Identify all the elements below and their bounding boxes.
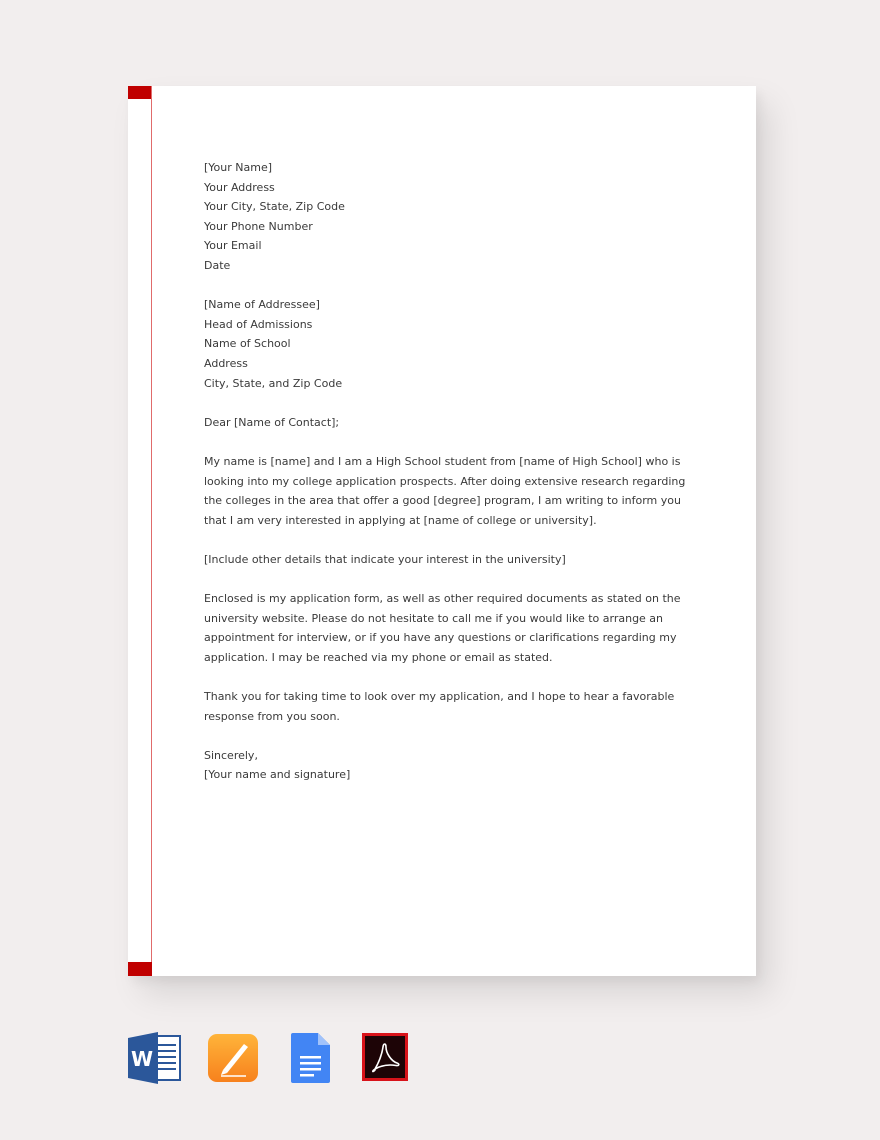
recipient-title: Head of Admissions bbox=[204, 317, 313, 331]
pages-icon[interactable] bbox=[208, 1032, 260, 1088]
signature: [Your name and signature] bbox=[204, 768, 351, 782]
paragraph-enclosed: Enclosed is my application form, as well as other required documents as stated on the university website. Please do not hesitate to call me if you would like to arrange an appointment for interview, or if you have any questions or clarifications regarding my application. I may be reached via my phone or email as stated. bbox=[204, 592, 681, 664]
letter-body bbox=[204, 158, 694, 785]
word-icon[interactable] bbox=[128, 1032, 182, 1088]
salutation: Dear [Name of Contact]; bbox=[204, 415, 340, 429]
sender-address: Your Address bbox=[204, 180, 275, 194]
paragraph-details: [Include other details that indicate your interest in the university] bbox=[204, 552, 566, 566]
letter-date: Date bbox=[204, 258, 231, 272]
google-docs-icon[interactable] bbox=[290, 1032, 332, 1088]
closing: Sincerely, bbox=[204, 748, 258, 762]
sender-phone: Your Phone Number bbox=[204, 219, 313, 233]
corner-accent-bottom bbox=[128, 962, 152, 976]
word-icon-label: W bbox=[130, 1047, 154, 1071]
margin-line bbox=[151, 86, 152, 976]
corner-accent-top bbox=[128, 86, 152, 99]
pdf-icon[interactable] bbox=[361, 1032, 409, 1086]
sender-name: [Your Name] bbox=[204, 161, 273, 174]
recipient-name: [Name of Addressee] bbox=[204, 298, 320, 312]
sender-city: Your City, State, Zip Code bbox=[204, 200, 345, 214]
recipient-school: Name of School bbox=[204, 337, 291, 351]
recipient-city: City, State, and Zip Code bbox=[204, 376, 343, 390]
paragraph-thanks: Thank you for taking time to look over my application, and I hope to hear a favorable response from you soon. bbox=[204, 690, 675, 723]
recipient-address: Address bbox=[204, 356, 248, 370]
paragraph-intro: My name is [name] and I am a High School student from [name of High School] who is looking into my college application prospects. After doing extensive research regarding the colleges in the area that offer a good [degree] program, I am writing to inform you that I am very interested in applying at [name of college or university]. bbox=[204, 454, 686, 527]
sender-email: Your Email bbox=[204, 239, 262, 253]
